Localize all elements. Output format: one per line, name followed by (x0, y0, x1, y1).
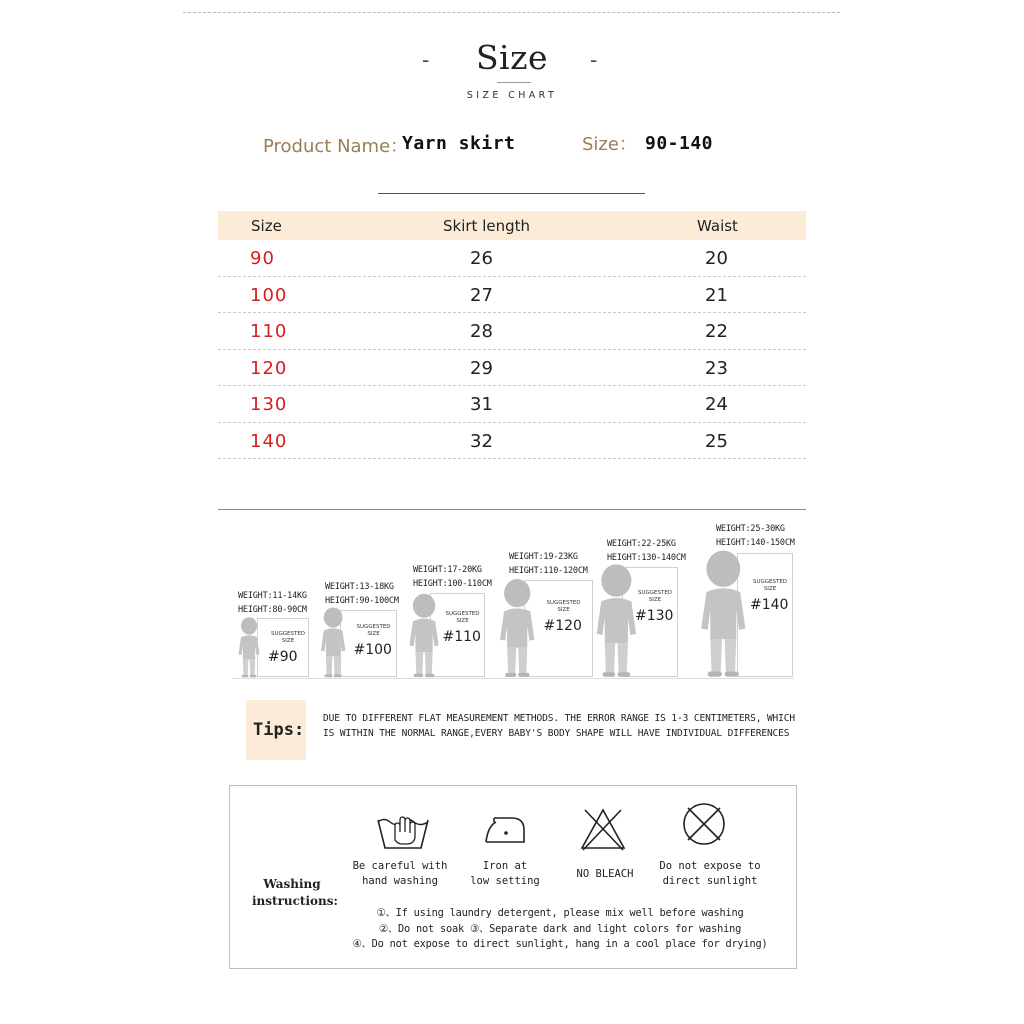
suggested-size-number: #120 (543, 618, 582, 635)
child-silhouette-icon (592, 562, 641, 678)
suggested-size-caption: SUGGESTED SIZE (270, 630, 306, 644)
suggested-size-caption: SUGGESTED SIZE (546, 600, 581, 614)
row-waist: 22 (705, 321, 728, 342)
header-size: Size (251, 217, 282, 235)
washing-note-1: ①、If using laundry detergent, please mix well before washing (376, 907, 744, 919)
figures-baseline (232, 678, 794, 679)
row-skirt-length: 28 (470, 321, 493, 342)
child-silhouette-icon (496, 577, 538, 678)
no-sun-label: Do not expose to direct sunlight (659, 860, 761, 887)
suggested-size-caption: SUGGESTED SIZE (445, 610, 480, 624)
header-skirt-length: Skirt length (443, 217, 531, 235)
heading-dash-right: - (590, 48, 598, 72)
size-table-header (218, 211, 806, 240)
row-size: 130 (250, 394, 288, 415)
tips-text: DUE TO DIFFERENT FLAT MEASUREMENT METHODS. THE ERROR RANGE IS 1-3 CENTIMETERS, WHICH IS WITHIN THE NORMAL RANGE,EVERY BABY'S BODY SHAPE WILL HAVE INDIVIDUAL DIFFERENCES (323, 713, 796, 739)
row-skirt-length: 27 (470, 284, 493, 306)
suggested-size-card (257, 618, 309, 677)
figure-measurements: WEIGHT:13-18KG HEIGHT:90-100CM (325, 582, 399, 606)
row-waist: 20 (705, 248, 728, 269)
row-waist: 24 (705, 394, 728, 415)
suggested-size-caption: SUGGESTED SIZE (356, 624, 391, 638)
table-row (218, 313, 806, 350)
row-skirt-length: 32 (470, 430, 493, 452)
table-row (218, 277, 806, 314)
washing-title: Washing instructions: (252, 877, 338, 908)
table-row (218, 350, 806, 387)
figure-measurements: WEIGHT:17-20KG HEIGHT:100-110CM (413, 565, 492, 589)
child-silhouette-icon (406, 592, 442, 678)
row-waist: 23 (705, 357, 728, 379)
row-waist: 25 (705, 430, 728, 452)
suggested-size-number: #140 (750, 596, 789, 613)
figure-measurements: WEIGHT:19-23KG HEIGHT:110-120CM (509, 552, 588, 576)
suggested-size-number: #100 (353, 642, 392, 659)
washing-instructions (229, 785, 797, 969)
child-silhouette-icon (236, 616, 262, 678)
product-info (0, 130, 1024, 160)
product-size-label: Size： (582, 134, 637, 155)
size-table (218, 211, 806, 459)
header-waist: Waist (697, 217, 738, 235)
figures-divider (218, 509, 806, 510)
tips-badge (246, 700, 306, 760)
no-sun-icon (681, 801, 727, 847)
hand-wash-icon (375, 806, 431, 852)
iron-low-icon (482, 812, 528, 846)
suggested-size-card (340, 610, 397, 677)
table-row (218, 423, 806, 460)
figure-measurements: WEIGHT:11-14KG HEIGHT:80-90CM (238, 591, 307, 615)
iron-low-label: Iron at low setting (470, 860, 540, 887)
washing-notes (340, 906, 780, 953)
suggested-size-number: #110 (442, 628, 481, 645)
page-heading (0, 38, 1024, 101)
size-figures (0, 515, 1024, 685)
product-name-label: Product Name： (263, 136, 409, 157)
table-row (218, 240, 806, 277)
figure-measurements: WEIGHT:25-30KG HEIGHT:140-150CM (716, 524, 795, 548)
child-silhouette-icon (696, 548, 751, 678)
row-size: 110 (250, 321, 288, 342)
figure-measurements: WEIGHT:22-25KG HEIGHT:130-140CM (607, 539, 686, 563)
row-size: 90 (250, 248, 275, 269)
row-skirt-length: 31 (470, 394, 493, 415)
page-title: Size (475, 38, 549, 77)
row-size: 100 (250, 284, 288, 306)
product-size-value: 90-140 (645, 133, 714, 154)
section-divider (378, 193, 645, 194)
product-name-value: Yarn skirt (402, 133, 516, 154)
no-bleach-icon (579, 806, 627, 852)
top-dashed-divider (183, 12, 840, 13)
child-silhouette-icon (318, 606, 348, 678)
row-size: 120 (250, 357, 288, 379)
washing-note-3: ④、Do not expose to direct sunlight, hang in a cool place for drying) (352, 938, 768, 950)
row-skirt-length: 29 (470, 357, 493, 379)
suggested-size-number: #130 (635, 608, 674, 624)
washing-note-2: ②、Do not soak ③、Separate dark and light colors for washing (378, 922, 742, 935)
row-size: 140 (250, 430, 288, 452)
suggested-size-caption: SUGGESTED SIZE (637, 590, 673, 603)
page-subtitle: SIZE CHART (466, 90, 558, 101)
row-waist: 21 (705, 284, 728, 306)
suggested-size-number: #90 (268, 648, 298, 665)
hand-wash-label: Be careful with hand washing (352, 860, 448, 887)
suggested-size-caption: SUGGESTED SIZE (752, 578, 788, 592)
heading-dash-left: - (422, 48, 430, 72)
table-row (218, 386, 806, 423)
row-skirt-length: 26 (470, 248, 493, 269)
title-underline (497, 82, 531, 83)
no-bleach-label: NO BLEACH (576, 868, 634, 880)
tips-label: Tips: (253, 720, 305, 740)
